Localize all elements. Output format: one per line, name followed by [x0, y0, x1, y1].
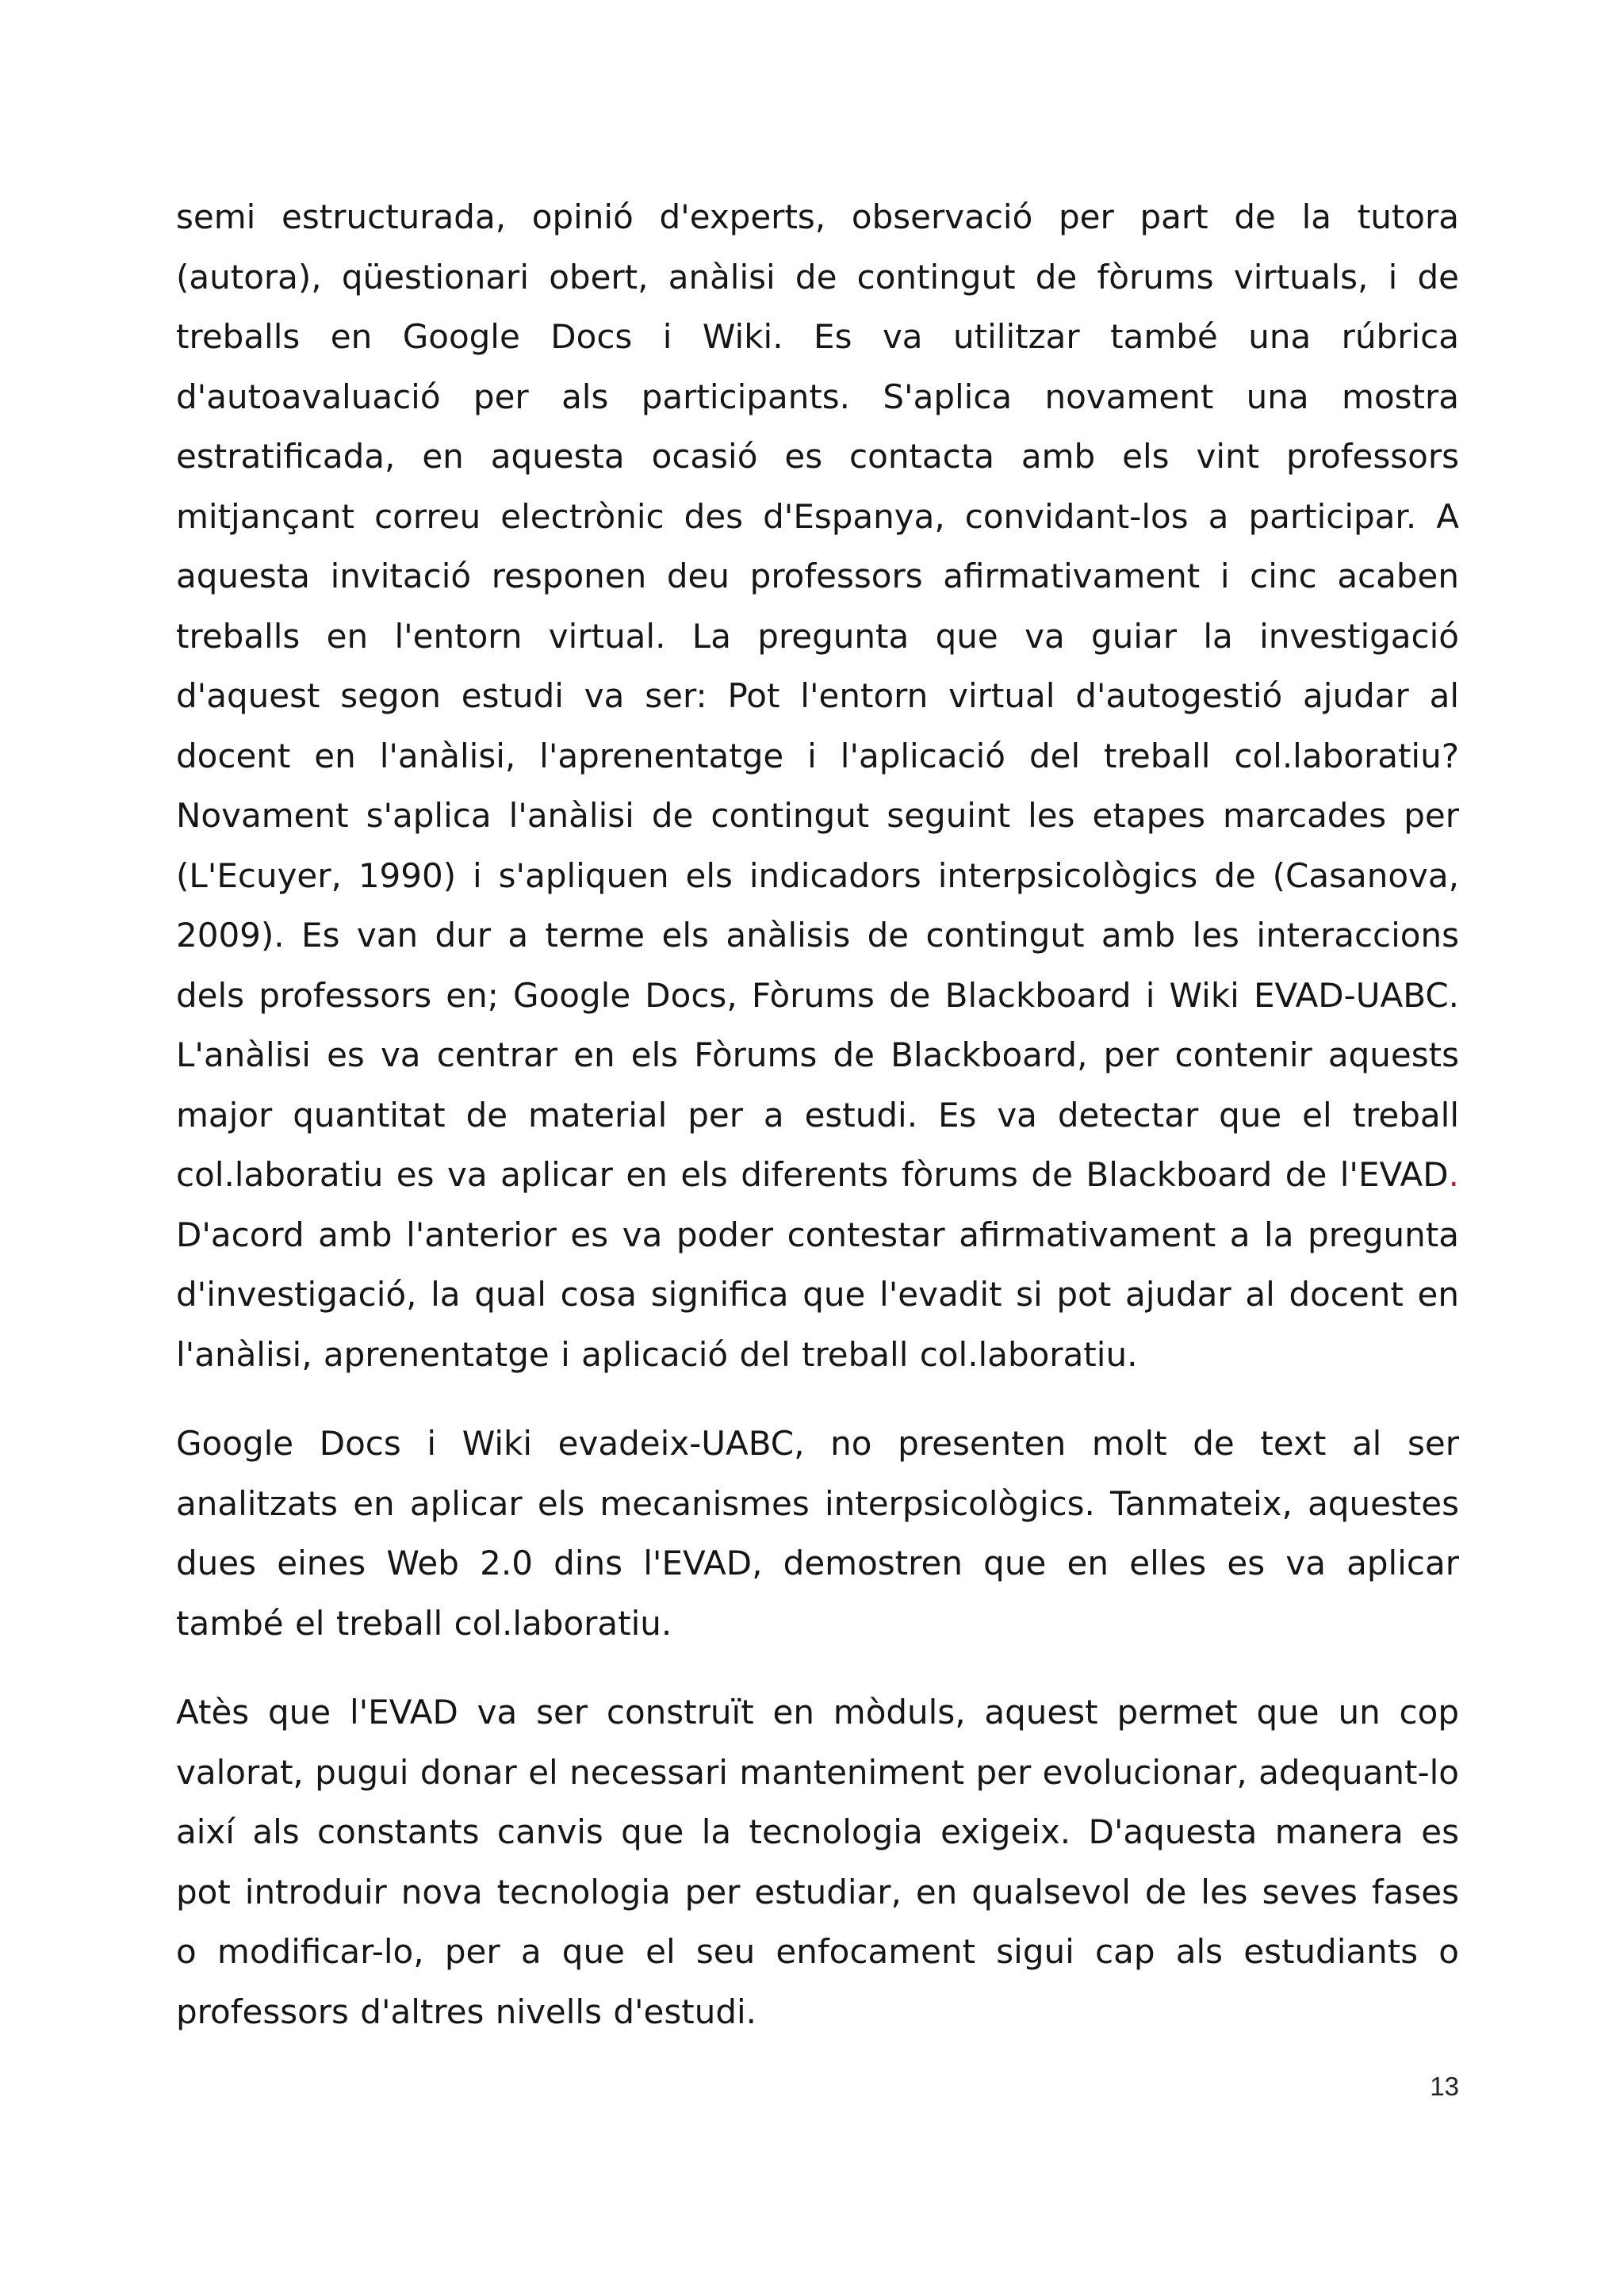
body-text: [176, 187, 1459, 2042]
paragraph-3: Atès que l'EVAD va ser construït en mòduls, aquest permet que un cop valorat, pugui donar el necessari manteniment per evolucionar, adequant-lo així als constants canvis que la tecnologia exigeix. D'aquesta manera es pot introduir nova tecnologia per estudiar, en qualsevol de les seves fases o modificar-lo, per a que el seu enfocament sigui cap als estudiants o professors d'altres nivells d'estudi.: [176, 1693, 1459, 2031]
paragraph-1: [176, 187, 1459, 1384]
highlighted-period: .: [1448, 1155, 1459, 1194]
page-number: 13: [1430, 2072, 1459, 2101]
paragraph-1-text: semi estructurada, opinió d'experts, observació per part de la tutora (autora), qüestionari obert, anàlisi de contingut de fòrums virtuals, i de treballs en Google Docs i Wiki. Es va utilitzar també una rúbrica d'autoavaluació per als participants. S'aplica novament una mostra estratificada, en aquesta ocasió es contacta amb els vint professors mitjançant correu electrònic des d'Espanya, convidant-los a participar. A aquesta invitació responen deu professors afirmativament i cinc acaben treballs en l'entorn virtual. La pregunta que va guiar la investigació d'aquest segon estudi va ser: Pot l'entorn virtual d'autogestió ajudar al docent en l'anàlisi, l'aprenentatge i l'aplicació del treball col.laboratiu? Novament s'aplica l'anàlisi de contingut seguint les etapes marcades per (L'Ecuyer, 1990) i s'apliquen els indicadors interpsicològics de (Casanova, 2009). Es van dur a terme els anàlisis de contingut amb les interaccions dels professors en; Google Docs, Fòrums de Blackboard i Wiki EVAD-UABC. L'anàlisi es va centrar en els Fòrums de Blackboard, per contenir aquests major quantitat de material per a estudi. Es va detectar que el treball col.laboratiu es va aplicar en els diferents fòrums de Blackboard de l'EVAD: [176, 197, 1459, 1194]
paragraph-1-continuation: D'acord amb l'anterior es va poder contestar afirmativament a la pregunta d'investigació, la qual cosa significa que l'evadit si pot ajudar al docent en l'anàlisi, aprenentatge i aplicació del treball col.laboratiu.: [176, 1215, 1459, 1374]
paragraph-2: Google Docs i Wiki evadeix-UABC, no presenten molt de text al ser analitzats en aplicar els mecanismes interpsicològics. Tanmateix, aquestes dues eines Web 2.0 dins l'EVAD, demostren que en elles es va aplicar també el treball col.laboratiu.: [176, 1424, 1459, 1643]
